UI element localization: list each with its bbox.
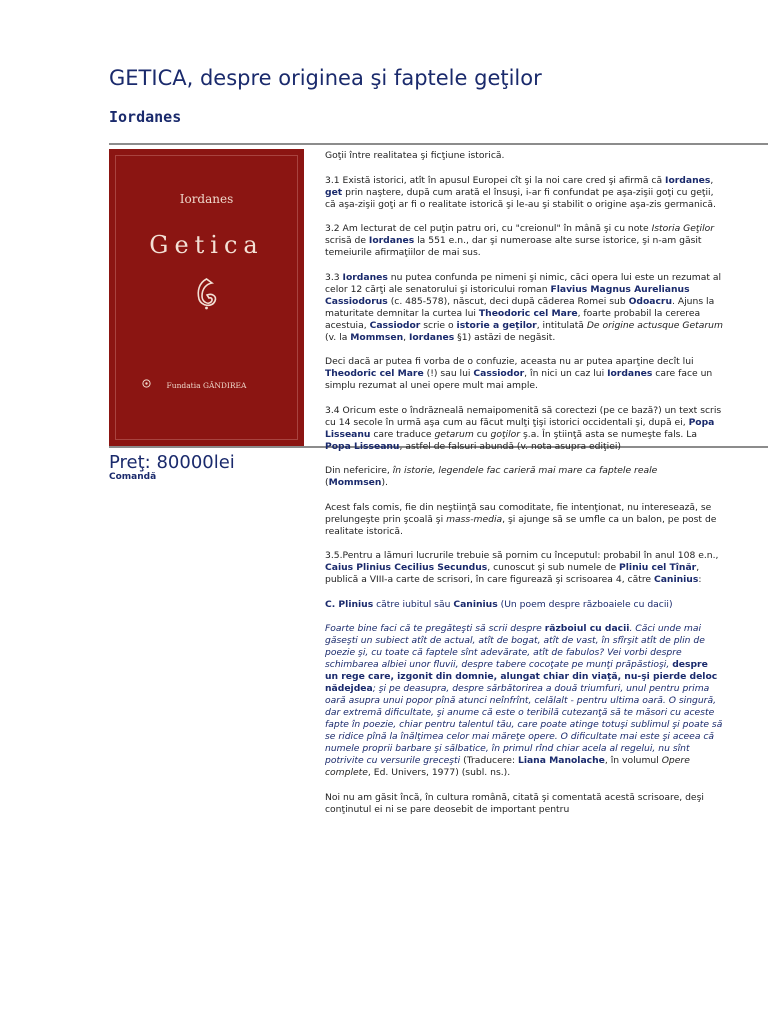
top-divider: [109, 143, 768, 145]
cover-publisher: Fundatia GÂNDIREA: [166, 381, 247, 390]
paragraph: C. Plinius către iubitul său Caninius (Un poem despre războaiele cu dacii): [325, 598, 673, 610]
paragraph: 3.3 Iordanes nu putea confunda pe nimeni şi nimic, căci opera lui este un rezumat al celor 12 cărţi ale senatorului şi istoricului roman Flavius Magnus Aurelianus Cassiodorus (c. 485-578), născut, deci după căderea Romei sub Odoacru. Ajuns la maturitate demnitar la curtea lui Theodoric cel Mare, foarte probabil la cererea acestuia, Cassiodor scrie o istorie a geţilor, intitulată De origine actusque Getarum (v. la Mommsen, Iordanes §1) astăzi de negăsit.: [325, 271, 723, 343]
paragraph: Foarte bine faci că te pregăteşti să scrii despre războiul cu dacii. Căci unde mai găseşti un subiect atît de actual, atît de bogat, atît de vast, în sfîrşit atît de plin de poezie şi, cu toate că faptele sînt adevărate, atît de fabulos? Vei vorbi despre schimbarea albiei unor fluvii, despre tabere cocoţate pe munţi prăpăstioşi, despre un rege care, izgonit din domnie, alungat chiar din viaţă, nu-şi pierde deloc nădejdea; şi pe deasupra, despre sărbătorirea a două triumfuri, unul pentru prima oară asupra unui popor pînă atunci neînfrînt, celălalt - pentru ultima oară. O singură, dar extremă dificultate, şi anume că este o teribilă cutezanţă să te măsori cu aceste fapte în poezie, chiar pentru talentul tău, care poate atinge totuşi sublimul şi poate să se ridice pînă la înălţimea celor mai măreţe opere. O dificultate mai este şi aceea că numele proprii barbare şi sălbatice, în primul rînd chiar acela al regelui, nu sînt potrivite cu versurile greceşti (Traducere: Liana Manolache, în volumul Opere complete, Ed. Univers, 1977) (subl. ns.).: [325, 623, 723, 778]
page-title: GETICA, despre originea şi faptele geţilor: [109, 66, 542, 90]
paragraph: 3.2 Am lecturat de cel puţin patru ori, cu "creionul" în mână şi cu note Istoria Geţilor scrisă de Iordanes la 551 e.n., dar şi numeroase alte surse istorice, şi n-am găsit temeiurile afirmaţiilor de mai sus.: [325, 223, 715, 258]
paragraph: Deci dacă ar putea fi vorba de o confuzie, aceasta nu ar putea aparţine decît lui Theodoric cel Mare (!) sau lui Cassiodor, în nici un caz lui Iordanes care face un simplu rezumat al unei opere mult mai ample.: [325, 356, 713, 391]
cover-author: Iordanes: [179, 192, 234, 206]
paragraph: Acest fals comis, fie din neştiinţă sau comoditate, fie intenţionat, nu interesează, se prelungeşte prin şcoală şi mass-media, şi ajunge să se umfle ca un balon, pe post de realitate istorică.: [325, 501, 717, 537]
paragraph: Goţii între realitatea şi ficţiune istorică.: [325, 150, 505, 161]
cover-title: Getica: [149, 231, 264, 259]
author-heading: Iordanes: [109, 108, 182, 126]
price-label: Preţ: 80000lei: [109, 452, 235, 473]
paragraph: Noi nu am găsit încă, în cultura română, citată şi comentată acestă scrisoare, deşi conţinutul ei ni se pare deosebit de important pentru: [325, 791, 704, 815]
book-cover[interactable]: [109, 149, 304, 446]
cover-emblem-icon: [193, 277, 220, 311]
article-text: [325, 150, 723, 828]
paragraph: 3.5.Pentru a lămuri lucrurile trebuie să pornim cu începutul: probabil în anul 108 e.n., Caius Plinius Cecilius Secundus, cunoscut şi sub numele de Pliniu cel Tînăr, publică a VIII-a carte de scrisori, în care figurează şi scrisoarea 4, către Caninius:: [325, 550, 719, 585]
paragraph: 3.4 Oricum este o îndrăzneală nemaipomenită să corectezi (pe ce bază?) un text scris cu 14 secole în urmă aşa cum au făcut mulţi ţişi istorici occidentali şi, după ei, Popa Lisseanu care traduce getarum cu goţilor ş.a. În ştiinţă asta se numeşte fals. La Popa Lisseanu, astfel de falsuri abundă (v. nota asupra ediţiei): [325, 404, 722, 452]
paragraph: 3.1 Există istorici, atît în apusul Europei cît şi la noi care cred şi afirmă că Iordanes, get prin naştere, după cum arată el însuşi, i-ar fi confundat pe aşa-zişii goţi cu geţii, că aşa-zişii goţi ar fi o realitate istorică şi le-au şi stabilit o origine aşa-zis germanică.: [325, 174, 716, 210]
paragraph: Din nefericire, în istorie, legendele fac carieră mai mare ca faptele reale (Mommsen).: [325, 465, 658, 488]
order-link[interactable]: Comandă: [109, 472, 157, 482]
